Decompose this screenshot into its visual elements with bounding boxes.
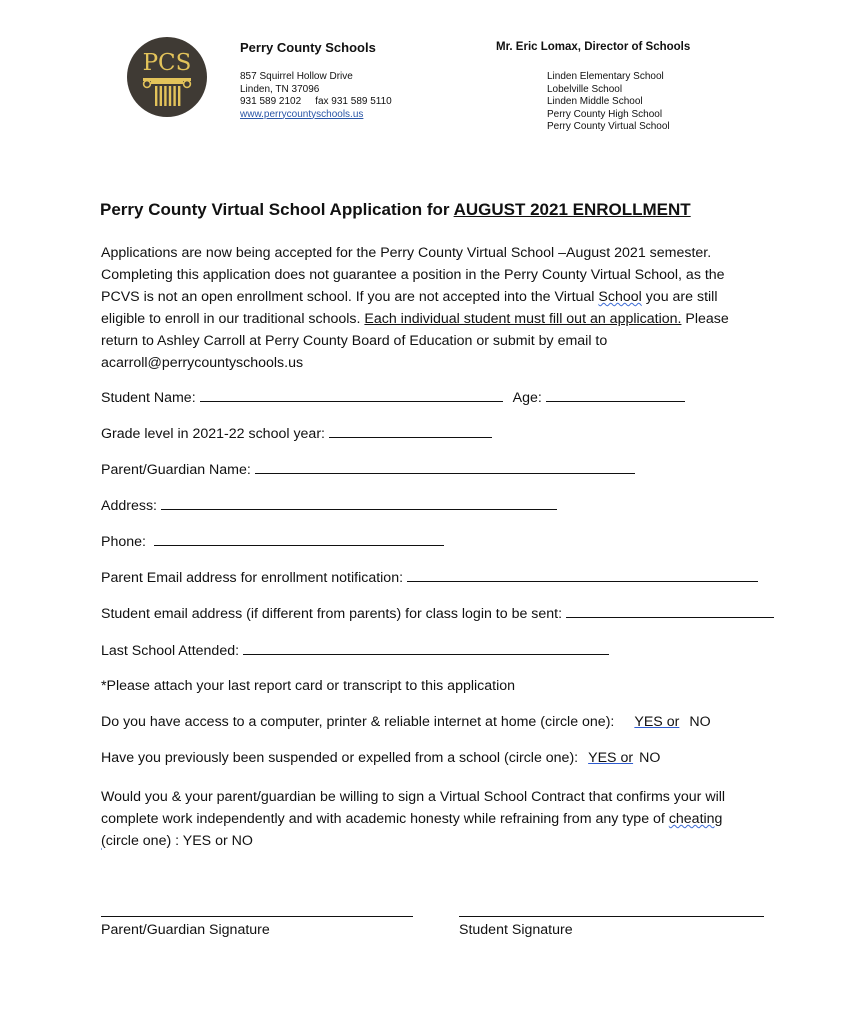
intro-paragraph bbox=[101, 242, 781, 374]
parent-email-field[interactable] bbox=[407, 569, 758, 582]
intro-line: Completing this application does not guarantee a position in the Perry County Virtual School, as the bbox=[101, 267, 725, 283]
address-line: Linden, TN 37096 bbox=[240, 83, 320, 95]
phone-number: 931 589 2102 bbox=[240, 96, 302, 107]
address-row bbox=[101, 497, 557, 514]
student-signature-line[interactable] bbox=[459, 916, 764, 917]
grade-label: Grade level in 2021-22 school year: bbox=[101, 426, 325, 442]
student-name-field[interactable] bbox=[200, 389, 503, 402]
pcs-logo bbox=[127, 37, 207, 117]
yes-or-option[interactable]: YES or bbox=[588, 750, 634, 766]
school-item: Linden Elementary School bbox=[547, 71, 664, 82]
attach-note: *Please attach your last report card or transcript to this application bbox=[101, 678, 516, 694]
phone-fax-line bbox=[240, 96, 392, 109]
contact-email: acarroll@perrycountyschools.us bbox=[101, 355, 304, 371]
school-item: Perry County Virtual School bbox=[547, 121, 670, 132]
school-item: Perry County High School bbox=[547, 108, 663, 120]
address-block bbox=[240, 71, 392, 121]
school-item: Linden Middle School bbox=[547, 96, 643, 107]
director-name: Mr. Eric Lomax, Director of Schools bbox=[496, 41, 691, 53]
intro-text: you are still bbox=[641, 289, 718, 305]
circle-one-options[interactable]: circle one) : YES or NO bbox=[105, 833, 253, 849]
spellcheck-word: cheating bbox=[668, 811, 723, 827]
age-label: Age: bbox=[512, 390, 542, 406]
intro-line bbox=[101, 308, 781, 330]
grade-row bbox=[101, 425, 492, 442]
student-email-field[interactable] bbox=[566, 605, 774, 618]
question-line: Would you & your parent/guardian be willing to sign a Virtual School Contract that confirms your will bbox=[101, 789, 726, 805]
intro-line bbox=[101, 286, 781, 308]
intro-text: eligible to enroll in our traditional schools. bbox=[101, 311, 365, 327]
school-item: Lobelville School bbox=[547, 83, 623, 95]
parent-email-label: Parent Email address for enrollment notification: bbox=[101, 570, 404, 586]
yes-or-option[interactable]: YES or bbox=[634, 714, 680, 730]
last-school-label: Last School Attended: bbox=[101, 643, 240, 659]
parent-email-row bbox=[101, 569, 758, 586]
parent-signature-label: Parent/Guardian Signature bbox=[101, 922, 270, 938]
phone-label: Phone: bbox=[101, 534, 146, 550]
suspension-question bbox=[101, 750, 660, 766]
last-school-field[interactable] bbox=[243, 642, 609, 655]
org-name: Perry County Schools bbox=[240, 40, 376, 55]
intro-line: Applications are now being accepted for the Perry County Virtual School –August 2021 semester. bbox=[101, 245, 712, 261]
phone-row bbox=[101, 533, 444, 550]
question-text: Have you previously been suspended or expelled from a school (circle one): bbox=[101, 750, 579, 766]
computer-access-question bbox=[101, 714, 711, 730]
student-email-label: Student email address (if different from parents) for class login to be sent: bbox=[101, 606, 563, 622]
contract-question bbox=[101, 786, 725, 852]
phone-field[interactable] bbox=[154, 533, 444, 546]
question-line bbox=[101, 808, 725, 830]
page-title bbox=[100, 200, 691, 220]
logo-text: PCS bbox=[142, 50, 192, 76]
website-link[interactable]: www.perrycountyschools.us bbox=[240, 108, 364, 120]
no-option[interactable]: NO bbox=[689, 714, 711, 730]
student-email-row bbox=[101, 605, 774, 622]
question-line bbox=[101, 830, 725, 852]
student-name-row bbox=[101, 389, 685, 406]
spellcheck-word: School bbox=[598, 289, 642, 305]
address-field[interactable] bbox=[161, 497, 557, 510]
grade-field[interactable] bbox=[329, 425, 492, 438]
parent-name-label: Parent/Guardian Name: bbox=[101, 462, 251, 478]
question-text: complete work independently and with academic honesty while refraining from any type of bbox=[101, 811, 669, 827]
last-school-row bbox=[101, 642, 609, 659]
student-name-label: Student Name: bbox=[101, 390, 196, 406]
address-line: 857 Squirrel Hollow Drive bbox=[240, 71, 353, 82]
title-prefix: Perry County Virtual School Application for bbox=[100, 200, 454, 219]
parent-name-field[interactable] bbox=[255, 461, 635, 474]
address-label: Address: bbox=[101, 498, 157, 514]
intro-line: return to Ashley Carroll at Perry County Board of Education or submit by email to bbox=[101, 333, 608, 349]
parent-name-row bbox=[101, 461, 635, 478]
schools-list bbox=[547, 71, 670, 134]
spellcheck-mark: ( bbox=[101, 833, 106, 849]
title-emphasis: AUGUST 2021 ENROLLMENT bbox=[453, 200, 691, 219]
intro-text: PCVS is not an open enrollment school. If you are not accepted into the Virtual bbox=[101, 289, 599, 305]
no-option[interactable]: NO bbox=[639, 750, 661, 766]
question-text: Do you have access to a computer, printer & reliable internet at home (circle one): bbox=[101, 714, 615, 730]
intro-emphasis: Each individual student must fill out an application. bbox=[364, 311, 682, 327]
fax-number: fax 931 589 5110 bbox=[315, 96, 392, 107]
student-signature-label: Student Signature bbox=[459, 922, 573, 938]
intro-text: Please bbox=[681, 311, 729, 327]
parent-signature-line[interactable] bbox=[101, 916, 413, 917]
age-field[interactable] bbox=[546, 389, 685, 402]
